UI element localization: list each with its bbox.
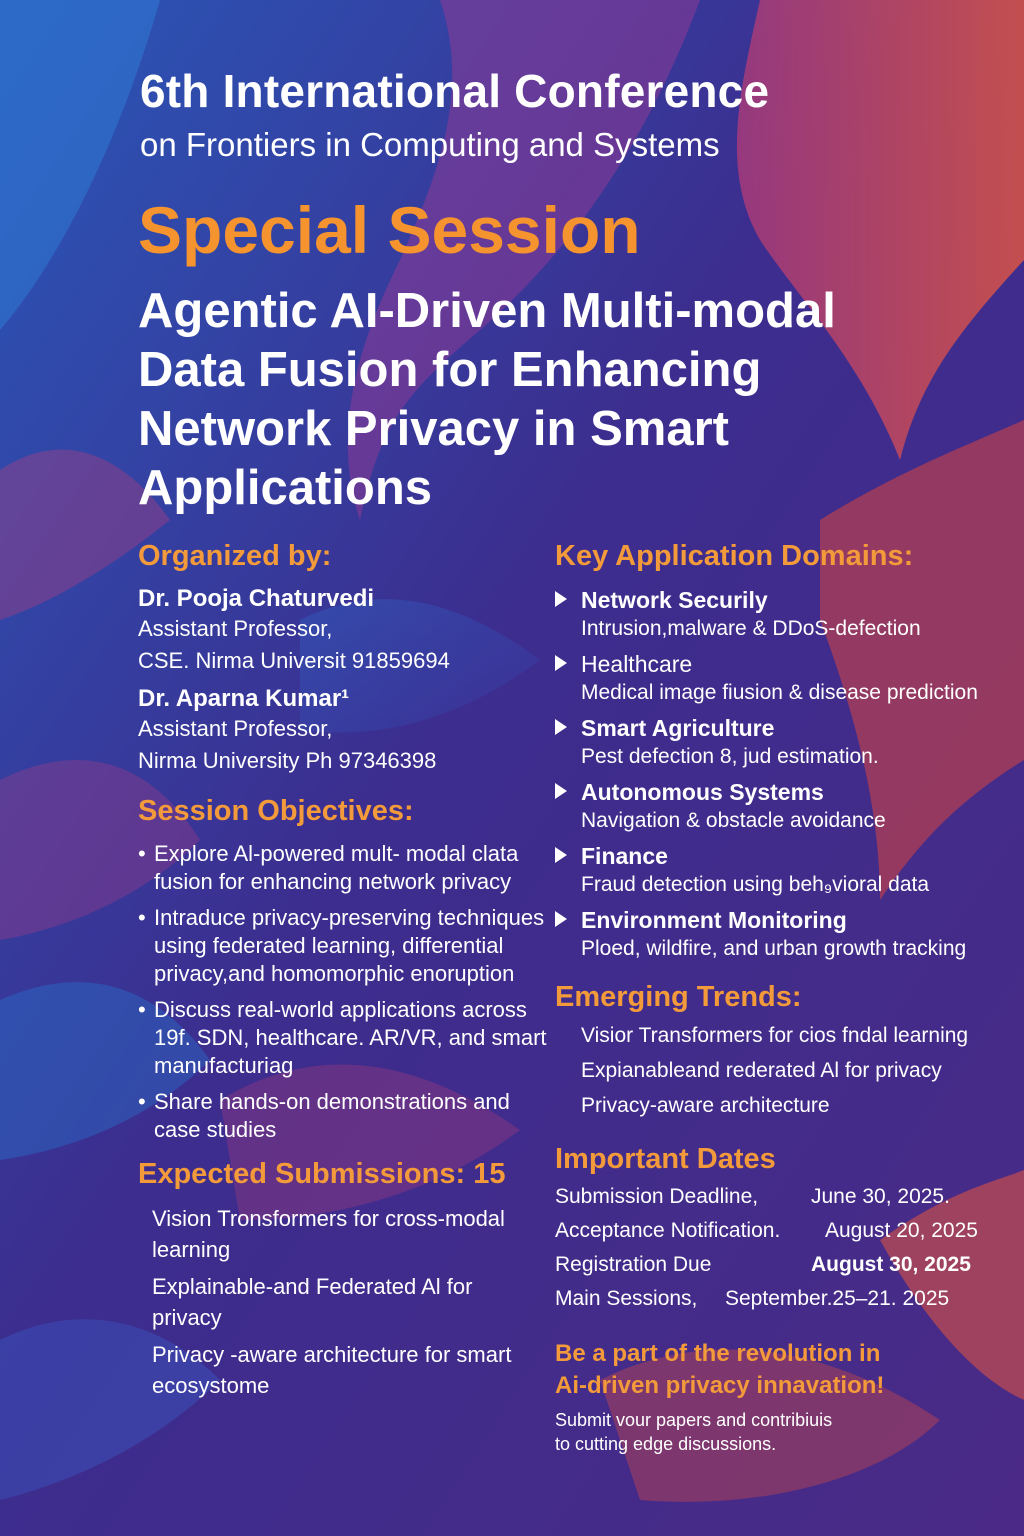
objective-item [138,1088,548,1144]
domain-name: Autonomous Systems [581,779,824,805]
triangle-bullet-icon [555,591,567,607]
bullet-icon: • [138,905,146,930]
conference-title: 6th International Conference [140,65,770,117]
submission-item: Vision Tronsformers for cross-modal learning [152,1206,505,1262]
domains-heading: Key Application Domains: [555,540,914,572]
trend-item: Privacy-aware architecture [581,1094,830,1117]
cta-subtext: Submit vour papers and contribiuis [555,1410,833,1430]
domain-item [555,905,1010,963]
domain-item [555,777,1010,835]
trend-item: Visior Transformers for cios fndal learning [581,1024,969,1047]
submission-item: Privacy -aware architecture for smart ecosystome [152,1342,512,1398]
date-row [555,1180,1010,1214]
date-value: June 30, 2025. [811,1185,950,1208]
cta-line: Be a part of the revolution in [555,1340,881,1367]
conference-subtitle: on Frontiers in Computing and Systems [140,126,720,163]
organizer-affiliation: Nirma University Ph 97346398 [138,748,437,773]
trend-item: Expianableand rederated Al for privacy [581,1059,942,1082]
domain-name: Network Securily [581,587,768,613]
objective-text: Discuss real-world applications across 19f. SDN, healthcare. AR/VR, and smart manufacturiag [154,997,547,1078]
date-value: August 20, 2025 [825,1219,978,1242]
domain-item [555,841,1010,899]
right-column [555,540,1010,1456]
organizer-name: Dr. Aparna Kumar¹ [138,685,350,712]
date-value: September.25–21. 2025 [725,1287,950,1310]
domain-item [555,649,1010,707]
dates-heading: Important Dates [555,1143,776,1175]
organizer-name: Dr. Pooja Chaturvedi [138,585,375,612]
bullet-icon: • [138,841,146,866]
objectives-list [138,840,548,1144]
objective-item [138,840,548,896]
triangle-bullet-icon [555,847,567,863]
organizer-title: Assistant Professor, [138,616,333,641]
date-row [555,1214,1010,1248]
domain-desc: Medical image fiusion & disease prediction [581,681,978,704]
bullet-icon: • [138,1089,146,1114]
objectives-heading: Session Objectives: [138,795,414,827]
domain-name: Environment Monitoring [581,907,847,933]
triangle-bullet-icon [555,783,567,799]
triangle-bullet-icon [555,655,567,671]
domain-item [555,713,1010,771]
date-label: Registration Due [555,1253,712,1276]
cta-line: Ai-driven privacy innavation! [555,1372,885,1399]
organizer-title: Assistant Professor, [138,716,333,741]
submissions-list [138,1203,548,1401]
domain-name: Finance [581,843,668,869]
date-row [555,1282,1010,1316]
submissions-heading: Expected Submissions: 15 [138,1158,506,1190]
objective-text: Intraduce privacy-preserving techniques using federated learning, differential privacy,and homomorphic enoruption [154,905,545,986]
date-label: Submission Deadline, [555,1185,759,1208]
organizers-heading: Organized by: [138,540,332,572]
domain-desc: Ploed, wildfire, and urban growth tracking [581,937,967,960]
triangle-bullet-icon [555,911,567,927]
cta-subtext: to cutting edge discussions. [555,1434,777,1454]
domain-desc: Navigation & obstacle avoidance [581,809,886,832]
domain-desc: Intrusion,malware & DDoS-defection [581,617,921,640]
trends-heading: Emerging Trends: [555,981,802,1013]
domain-name: Smart Agriculture [581,715,775,741]
bullet-icon: • [138,997,146,1022]
organizer-card [138,585,548,677]
objective-text: Share hands-on demonstrations and case studies [154,1089,510,1142]
submission-item: Explainable-and Federated Al for privacy [152,1274,473,1330]
organizer-affiliation: CSE. Nirma Universit 91859694 [138,648,450,673]
date-label: Main Sessions, [555,1287,698,1310]
domain-desc: Fraud detection using beh₉vioral data [581,873,930,896]
objective-text: Explore Al-powered mult- modal clata fusion for enhancing network privacy [154,841,519,894]
date-label: Acceptance Notification. [555,1219,781,1242]
domain-name: Healthcare [581,651,693,677]
organizer-card [138,685,548,777]
domain-desc: Pest defection 8, jud estimation. [581,745,879,768]
triangle-bullet-icon [555,719,567,735]
domain-item [555,585,1010,643]
date-value: August 30, 2025 [811,1253,971,1276]
left-column [138,540,548,1407]
date-row [555,1248,1010,1282]
session-title: Agentic AI-Driven Multi-modal Data Fusion for Enhancing Network Privacy in Smart Applications [138,284,836,515]
objective-item [138,904,548,988]
special-session-label: Special Session [138,193,641,267]
objective-item [138,996,548,1080]
call-to-action [555,1338,1010,1456]
